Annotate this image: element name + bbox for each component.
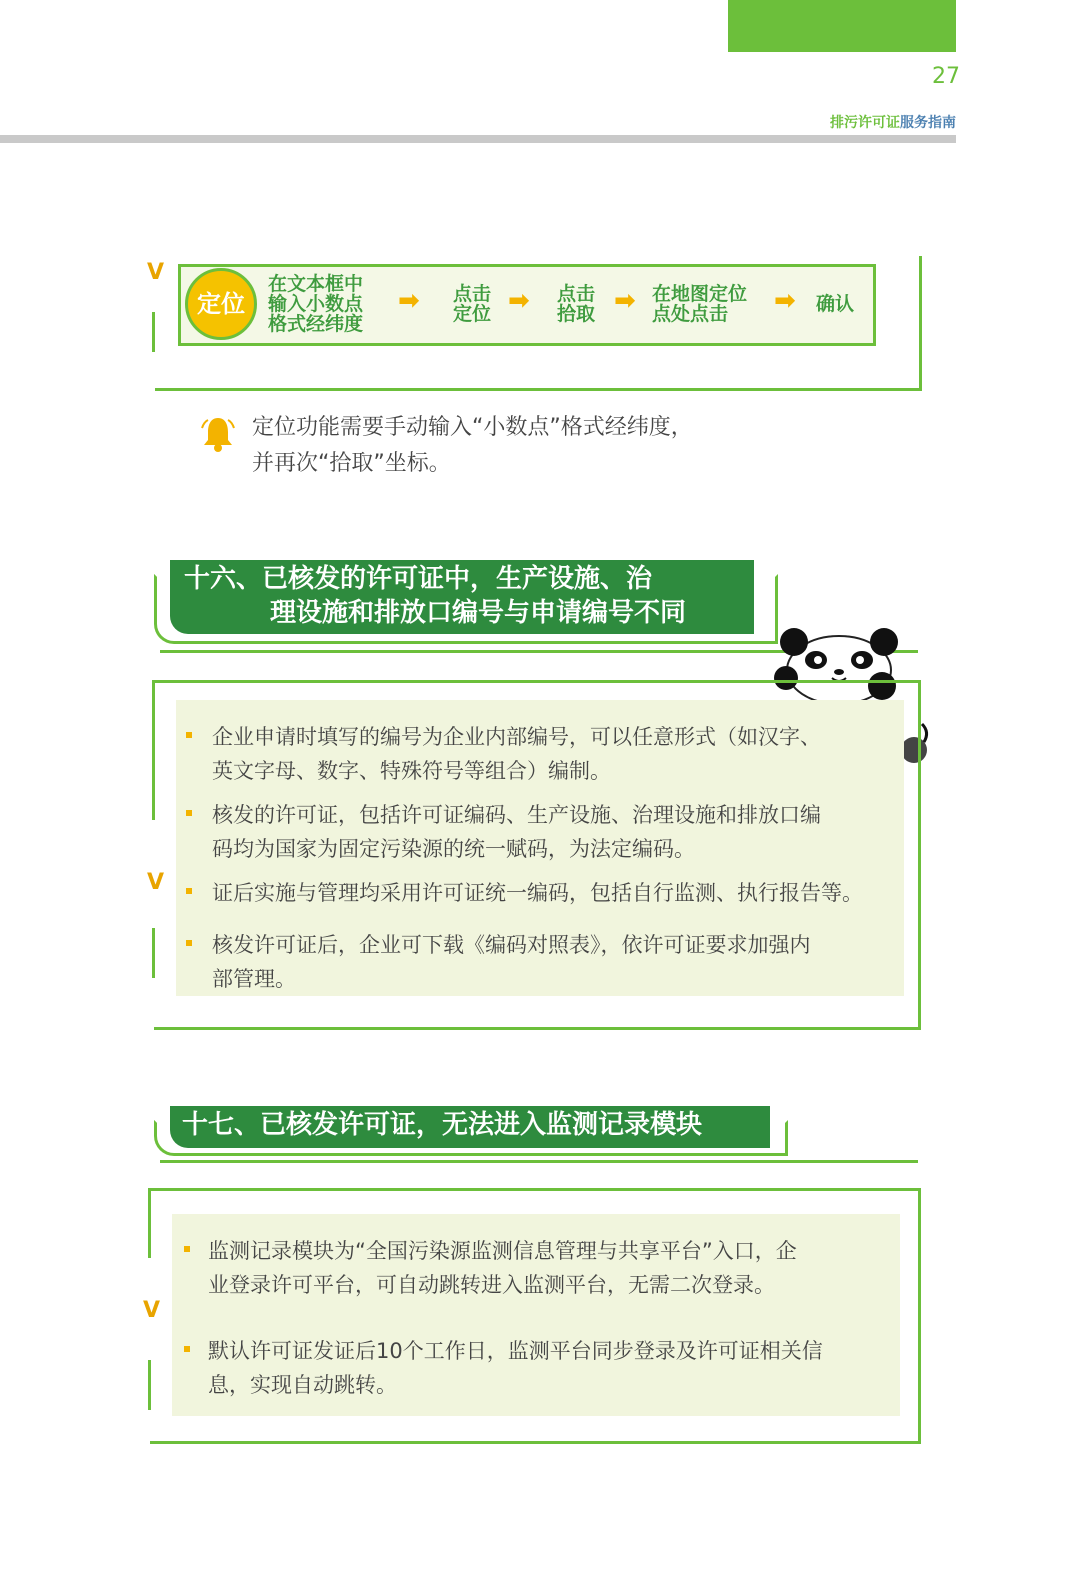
section16-title — [170, 560, 754, 634]
frame-edge — [148, 1360, 151, 1410]
right-arrow-icon: ➡ — [398, 286, 420, 316]
location-note — [252, 410, 812, 482]
section17-title — [170, 1106, 770, 1148]
section16-item-1 — [212, 720, 912, 788]
flow-step-1 — [268, 274, 380, 334]
item-line: 企业申请时填写的编号为企业内部编号，可以任意形式（如汉字、 — [212, 725, 821, 749]
flow-step-3-line1: 点击 — [556, 283, 595, 305]
right-arrow-icon: ➡ — [614, 286, 636, 316]
guide-title-part2: 服务指南 — [900, 115, 956, 131]
section17-title-text: 十七、已核发许可证，无法进入监测记录模块 — [182, 1110, 703, 1140]
vee-mark: V — [147, 870, 165, 895]
bell-icon — [200, 414, 236, 454]
flow-step-5-line1: 确认 — [815, 293, 854, 315]
frame-edge — [152, 312, 155, 352]
flow-step-4 — [652, 284, 762, 324]
section17-item-1 — [208, 1234, 908, 1302]
item-line: 英文字母、数字、特殊符号等组合）编制。 — [212, 759, 611, 783]
section16-item-2 — [212, 798, 912, 866]
flow-step-3 — [548, 284, 604, 324]
item-line: 核发许可证后，企业可下载《编码对照表》，依许可证要求加强内 — [212, 933, 811, 957]
flow-step-2-line1: 点击 — [452, 283, 491, 305]
section17-item-2 — [208, 1334, 908, 1402]
vee-mark: V — [147, 260, 165, 285]
flow-step-4-line2: 点处点击 — [652, 303, 729, 325]
section16-item-4 — [212, 928, 912, 996]
section16-title-line2: 理设施和排放口编号与申请编号不同 — [270, 598, 687, 628]
guide-title — [700, 112, 956, 132]
frame-edge — [148, 1188, 151, 1258]
bullet-icon — [184, 1346, 190, 1352]
flow-start-badge: 定位 — [185, 268, 257, 340]
flow-step-1-line1: 在文本框中 — [268, 273, 364, 295]
note-line2: 并再次“拾取”坐标。 — [252, 451, 451, 476]
section16-item-3 — [212, 876, 922, 910]
frame-edge — [152, 928, 155, 978]
section17-underline — [160, 1160, 918, 1163]
frame-edge — [152, 680, 155, 820]
header-tab-bar — [728, 0, 956, 52]
bullet-icon — [186, 732, 192, 738]
item-line: 证后实施与管理均采用许可证统一编码，包括自行监测、执行报告等。 — [212, 881, 863, 905]
flow-step-1-line3: 格式经纬度 — [268, 313, 364, 335]
right-arrow-icon: ➡ — [774, 286, 796, 316]
guide-title-part1: 排污许可证 — [830, 115, 900, 131]
flow-step-2-line2: 定位 — [452, 303, 491, 325]
page-number: 27 — [932, 64, 960, 89]
flow-step-1-line2: 输入小数点 — [268, 293, 364, 315]
item-line: 监测记录模块为“全国污染源监测信息管理与共享平台”入口，企 — [208, 1239, 797, 1263]
bullet-icon — [186, 810, 192, 816]
bullet-icon — [184, 1246, 190, 1252]
vee-mark: V — [143, 1298, 161, 1323]
header-rule — [0, 135, 956, 143]
item-line: 息，实现自动跳转。 — [208, 1373, 397, 1397]
note-line1: 定位功能需要手动输入“小数点”格式经纬度， — [252, 415, 693, 440]
right-arrow-icon: ➡ — [508, 286, 530, 316]
item-line: 部管理。 — [212, 967, 296, 991]
flow-step-4-line1: 在地图定位 — [652, 283, 748, 305]
item-line: 核发的许可证，包括许可证编码、生产设施、治理设施和排放口编 — [212, 803, 821, 827]
item-line: 业登录许可平台，可自动跳转进入监测平台，无需二次登录。 — [208, 1273, 775, 1297]
flow-step-3-line2: 拾取 — [556, 303, 595, 325]
flow-step-5 — [810, 294, 860, 314]
item-line: 码均为国家为固定污染源的统一赋码，为法定编码。 — [212, 837, 695, 861]
flow-step-2 — [444, 284, 500, 324]
bullet-icon — [186, 888, 192, 894]
section16-title-line1: 十六、已核发的许可证中，生产设施、治 — [184, 564, 653, 594]
item-line: 默认许可证发证后10个工作日，监测平台同步登录及许可证相关信 — [208, 1339, 823, 1363]
bullet-icon — [186, 940, 192, 946]
